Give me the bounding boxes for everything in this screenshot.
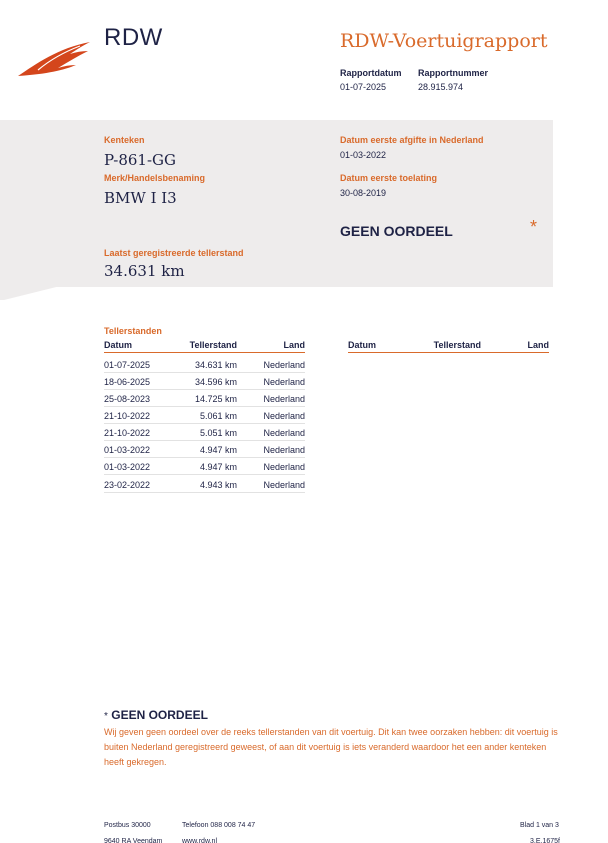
- col-land: Land: [527, 340, 549, 350]
- toelating-value: 30-08-2019: [340, 188, 387, 198]
- footer-website: www.rdw.nl: [182, 838, 218, 843]
- table-row: [104, 458, 305, 475]
- table-row: [104, 441, 305, 458]
- cell-tellerstand: 4.943 km: [199, 480, 237, 490]
- panel-bottom-edge: [64, 287, 553, 301]
- toelating-label: Datum eerste toelating: [340, 173, 438, 183]
- afgifte-value: 01-03-2022: [340, 150, 387, 160]
- cell-land: Nederland: [263, 445, 305, 455]
- footer-telefoon: Telefoon 088 008 74 47: [182, 822, 256, 829]
- col-tellerstand: Tellerstand: [189, 340, 237, 350]
- cell-land: Nederland: [263, 394, 305, 404]
- col-tellerstand: Tellerstand: [433, 340, 481, 350]
- cell-tellerstand: 5.051 km: [199, 428, 237, 438]
- footer-page-number: Blad 1 van 3: [520, 822, 559, 829]
- oordeel-verdict: GEEN OORDEEL: [340, 223, 453, 239]
- kenteken-value: P-861-GG: [104, 151, 177, 169]
- cell-tellerstand: 34.631 km: [194, 360, 237, 370]
- cell-tellerstand: 4.947 km: [199, 445, 237, 455]
- table-row: [104, 407, 305, 424]
- cell-tellerstand: 4.947 km: [199, 462, 237, 472]
- cell-land: Nederland: [263, 360, 305, 370]
- rapportdatum-value: 01-07-2025: [340, 82, 387, 92]
- cell-land: Nederland: [263, 411, 305, 421]
- cell-land: Nederland: [263, 462, 305, 472]
- cell-datum: 21-10-2022: [104, 411, 151, 421]
- table-row: [104, 373, 305, 390]
- footer-postbus: Postbus 30000: [104, 822, 151, 829]
- report-title: RDW-Voertuigrapport: [340, 30, 548, 52]
- cell-land: Nederland: [263, 428, 305, 438]
- cell-tellerstand: 34.596 km: [194, 377, 237, 387]
- table-row: [104, 476, 305, 493]
- table-row: [104, 424, 305, 441]
- cell-datum: 01-03-2022: [104, 445, 151, 455]
- table-header-right: [348, 340, 549, 353]
- footnote-marker: *: [104, 711, 108, 722]
- cell-land: Nederland: [263, 480, 305, 490]
- cell-tellerstand: 5.061 km: [199, 411, 237, 421]
- afgifte-label: Datum eerste afgifte in Nederland: [340, 135, 484, 145]
- table-header-left: [104, 340, 305, 353]
- footer-code: 3.E.1675f: [530, 838, 560, 843]
- rdw-logo-icon: [18, 38, 92, 78]
- brand-name: RDW: [104, 24, 163, 51]
- rapportnummer-label: Rapportnummer: [418, 68, 489, 78]
- col-datum: Datum: [104, 340, 133, 350]
- rapportdatum-label: Rapportdatum: [340, 68, 402, 78]
- footnote-heading: GEEN OORDEEL: [111, 708, 208, 722]
- cell-tellerstand: 14.725 km: [194, 394, 237, 404]
- oordeel-asterisk: *: [530, 217, 538, 237]
- cell-datum: 18-06-2025: [104, 377, 151, 387]
- tellerstanden-title: Tellerstanden: [104, 326, 162, 336]
- cell-datum: 01-03-2022: [104, 462, 151, 472]
- merk-value: BMW I I3: [104, 189, 177, 207]
- rapportnummer-value: 28.915.974: [418, 82, 464, 92]
- merk-label: Merk/Handelsbenaming: [104, 173, 206, 183]
- table-row: [104, 390, 305, 407]
- cell-land: Nederland: [263, 377, 305, 387]
- vehicle-summary-panel: [0, 120, 553, 300]
- table-row: [104, 356, 305, 373]
- footer-address: 9640 RA Veendam: [104, 838, 163, 843]
- cell-datum: 25-08-2023: [104, 394, 151, 404]
- footnote-text: Wij geven geen oordeel over de reeks tellerstanden van dit voertuig. Dit kan twee oorzaken hebben: dit voertuig is buiten Nederland geregistreerd geweest, of aan dit voertuig is iets veranderd waardoor het een ander kenteken heeft gekregen.: [104, 727, 558, 767]
- kenteken-label: Kenteken: [104, 135, 145, 145]
- cell-datum: 01-07-2025: [104, 360, 151, 370]
- col-datum: Datum: [348, 340, 377, 350]
- tellerstand-value: 34.631 km: [104, 262, 185, 280]
- footnote-title: [104, 708, 208, 722]
- tellerstand-label: Laatst geregistreerde tellerstand: [104, 248, 244, 258]
- cell-datum: 23-02-2022: [104, 480, 151, 490]
- col-land: Land: [283, 340, 305, 350]
- cell-datum: 21-10-2022: [104, 428, 151, 438]
